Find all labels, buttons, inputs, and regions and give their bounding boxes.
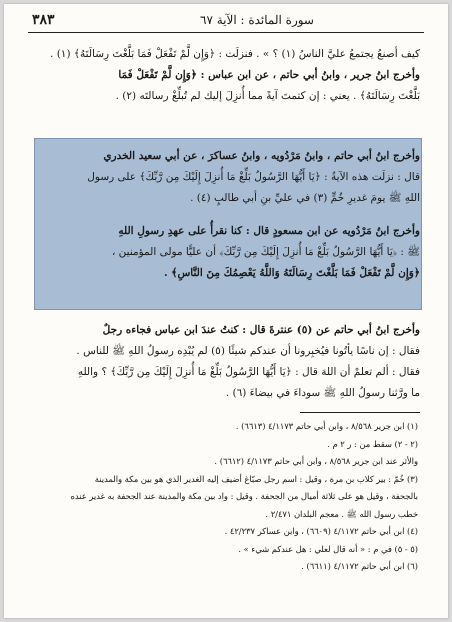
- page-number: ٣٨٣: [32, 12, 55, 28]
- paragraph-block-1: [34, 44, 420, 107]
- text-line: ﷺ : ﴿يَا أَيُّهَا الرَّسُولُ بَلِّغْ مَا أُنزِلَ إِلَيْكَ مِن رَّبِّكَ﴾ أن عليًّا مولى المؤمنين ،: [111, 246, 420, 258]
- text-line: وأخرج ابنُ مَرْدُويه عن ابن مسعودٍ قال : كنا نقرأُ على عهدِ رسولِ اللهِ: [118, 225, 420, 237]
- footnote: (٤) ابن أبي حاتم ٤/١١٧٢ (٦٦٠٩) ، وابن عساكر ٤٢/٢٣٧ .: [224, 526, 418, 536]
- footnote-divider: [300, 412, 420, 413]
- footnote: (٥ - ٥) في م : « أنه قال لعلي : هل عندكم شيء » .: [238, 543, 418, 554]
- footnote: خطب رسول الله ﷺ . معجم البلدان ٢/٤٧١ .: [265, 508, 418, 519]
- text-line: ما ورَّثنا رسولُ اللهِ ﷺ سوداءَ في بيضاءَ (٦) .: [225, 387, 420, 399]
- text-line: وأخرج ابنُ أبي حاتم ، وابنُ مَرْدُويه ، وابنُ عساكرَ ، عن أبي سعيد الخدري: [103, 150, 420, 162]
- text-line: بَلَّغْتَ رِسَالَتَهُ﴾ . يعني : إن كتمتَ آيةً مما أُنزِلَ إليك لم تُبلِّغْ رسالتَه (٢) .: [115, 90, 420, 102]
- text-line: اللهِ ﷺ يومَ غديرِ خُمٍّ (٣) في عليِّ بنِ أبي طالبٍ (٤) .: [190, 192, 420, 204]
- text-line: كيف أصنعُ يجتمعُ عليَّ الناسُ (١) ؟ » . فنزلَت : ﴿وَإِن لَّمْ تَفْعَلْ فَمَا بَلَّغْتَ رِسَالَتَهُ﴾ (١) .: [50, 48, 420, 60]
- header-divider: [28, 32, 424, 33]
- text-line: وأخرج ابنُ جرير ، وابنُ أبي حاتم ، عن ابن عباس : ﴿وَإِن لَّمْ تَفْعَلْ فَمَا: [118, 69, 420, 81]
- book-page: [4, 4, 448, 618]
- text-line: ﴿وَإِن لَّمْ تَفْعَلْ فَمَا بَلَّغْتَ رِسَالَتَهُ وَاللَّهُ يَعْصِمُكَ مِنَ النَّاسِ﴾ .: [163, 267, 420, 279]
- footnote: (٢ - ٢) سقط من : ر ٢ م .: [327, 438, 418, 449]
- footnote: (١) ابن جرير ٨/٥٦٨ ، وابن أبي حاتم ٤/١١٧٣ (٦٦١٣) .: [235, 421, 418, 431]
- text-line: فقال : إن ناسًا يأتُونا فيُخبِرونا أن عندكم شيئًا (٥) لم يُبْدِه رسولُ اللهِ ﷺ للناس .: [76, 345, 420, 357]
- paragraph-block-3: [34, 320, 420, 404]
- footnote: بالجحفة ، وقيل هو على ثلاثة أميال من الجحفة . وقيل : واد بين مكة والمدينة عند الجحفة به غدير عنده: [70, 491, 418, 501]
- page-header: [28, 10, 424, 32]
- footnote: (٣) خُمّ : بير كلاب بن مرة ، وقيل : اسم رجل صبّاغ أضيف إليه الغدير الذي هو بين مكة والمدينة: [94, 473, 418, 484]
- footnotes: [34, 418, 418, 576]
- text-line: وأخرج ابنُ أبي حاتم عن (٥) عنترةَ قال : كنتُ عندَ ابن عباس فجاءه رجلٌ: [102, 324, 420, 336]
- paragraph-block-2: [34, 146, 420, 284]
- footnote: (٦) ابن أبي حاتم ٤/١١٧٢ (٦٦١١) .: [301, 561, 418, 571]
- footnote: والأثر عند ابن جرير ٨/٥٦٨ ، وابن أبي حاتم ٤/١١٧٣ (٦٦١٢) .: [214, 456, 418, 466]
- text-line: فقال : ألم تعلمْ أن اللهَ قال : ﴿يَا أَيُّهَا الرَّسُولُ بَلِّغْ مَا أُنزِلَ إِلَيْكَ مِن رَّبِّكَ﴾ ؟ واللهِ: [77, 366, 420, 378]
- running-title: سورة المائدة : الآية ٦٧: [200, 13, 314, 27]
- text-line: قال : نزلَت هذه الآيةُ : ﴿يَا أَيُّهَا الرَّسُولُ بَلِّغْ مَا أُنزِلَ إِلَيْكَ مِن رَّبِّكَ﴾ على رسول: [87, 171, 420, 183]
